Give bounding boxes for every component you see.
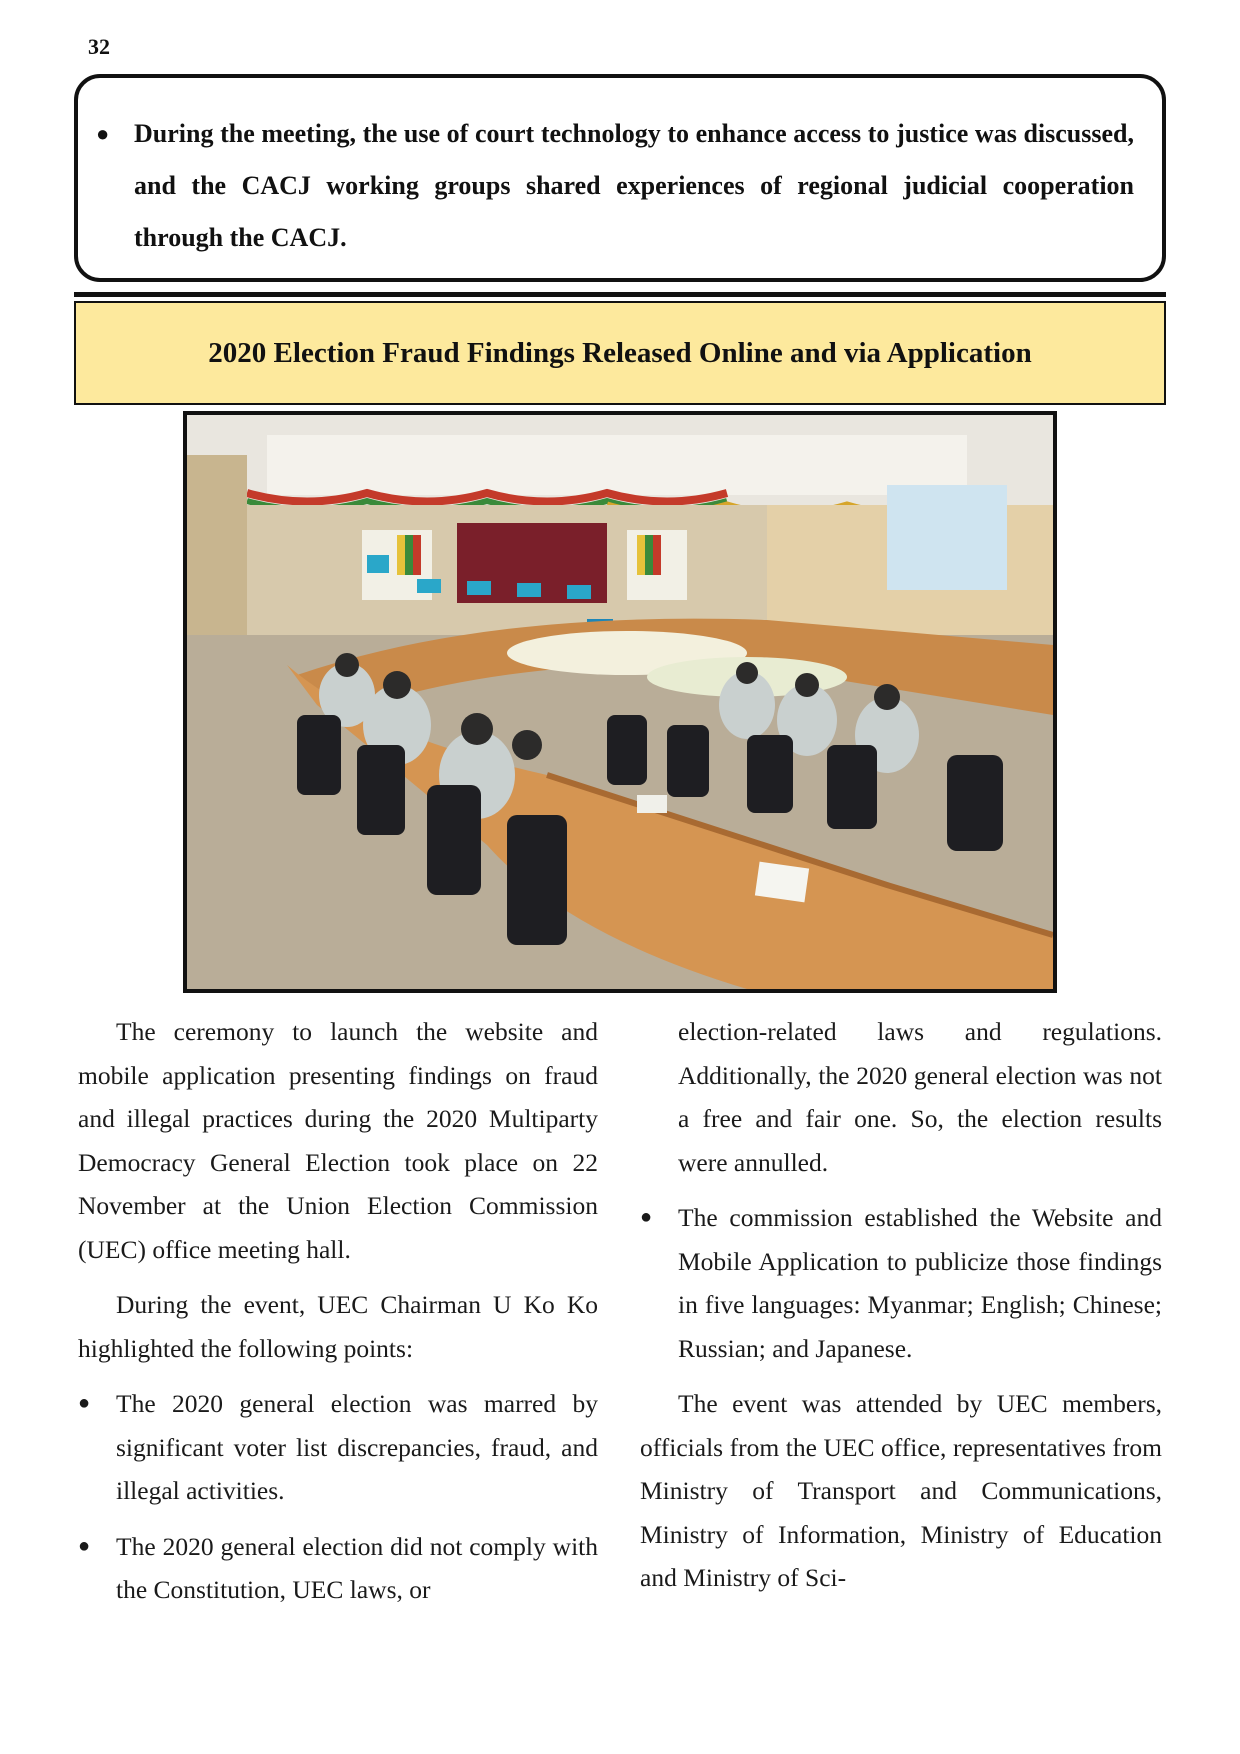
list-item	[78, 1525, 598, 1612]
list-item-continuation: election-related laws and regulations. Additionally, the 2020 general election was not a free and fair one. So, the election results were annulled.	[678, 1017, 1162, 1177]
bullet-icon: ●	[78, 1392, 91, 1414]
article-heading-box	[74, 301, 1166, 405]
right-column	[640, 1010, 1162, 1612]
section-divider	[74, 292, 1166, 297]
list-item-text: The 2020 general election did not comply with the Constitution, UEC laws, or	[116, 1531, 598, 1604]
callout-bullet-item	[96, 108, 1134, 264]
bullet-icon: ●	[96, 121, 110, 146]
callout-box	[74, 74, 1166, 282]
article-photo	[183, 411, 1057, 993]
left-column	[78, 1010, 598, 1624]
intro-paragraph: The ceremony to launch the website and mobile application presenting findings on fraud and illegal practices during the 2020 Multiparty Democracy General Election took place on 22 November at the Union Election Commission (UEC) office meeting hall.	[78, 1017, 598, 1264]
list-item	[78, 1382, 598, 1513]
bullet-icon: ●	[78, 1534, 91, 1557]
attendance-paragraph: The event was attended by UEC members, officials from the UEC office, representatives from Ministry of Transport and Communications, Ministry of Information, Ministry of Education and Ministry of Sci-	[640, 1389, 1162, 1592]
list-item-text: The 2020 general election was marred by significant voter list discrepancies, fraud, and illegal activities.	[116, 1389, 598, 1505]
highlights-list-continued	[640, 1196, 1162, 1370]
page-number: 32	[88, 34, 110, 59]
highlights-list	[78, 1382, 598, 1612]
list-item-text: The commission established the Website and Mobile Application to publicize those findings in five languages: Myanmar; English; Chinese; Russian; and Japanese.	[678, 1203, 1162, 1363]
highlights-intro-paragraph: During the event, UEC Chairman U Ko Ko highlighted the following points:	[78, 1290, 598, 1363]
list-item	[640, 1196, 1162, 1370]
callout-text: During the meeting, the use of court technology to enhance access to justice was discussed, and the CACJ working groups shared experiences of regional judicial cooperation through the CACJ.	[134, 119, 1134, 252]
article-heading: 2020 Election Fraud Findings Released Online and via Application	[208, 336, 1032, 369]
bullet-icon: ●	[640, 1206, 653, 1228]
meeting-hall-image	[187, 415, 1053, 989]
